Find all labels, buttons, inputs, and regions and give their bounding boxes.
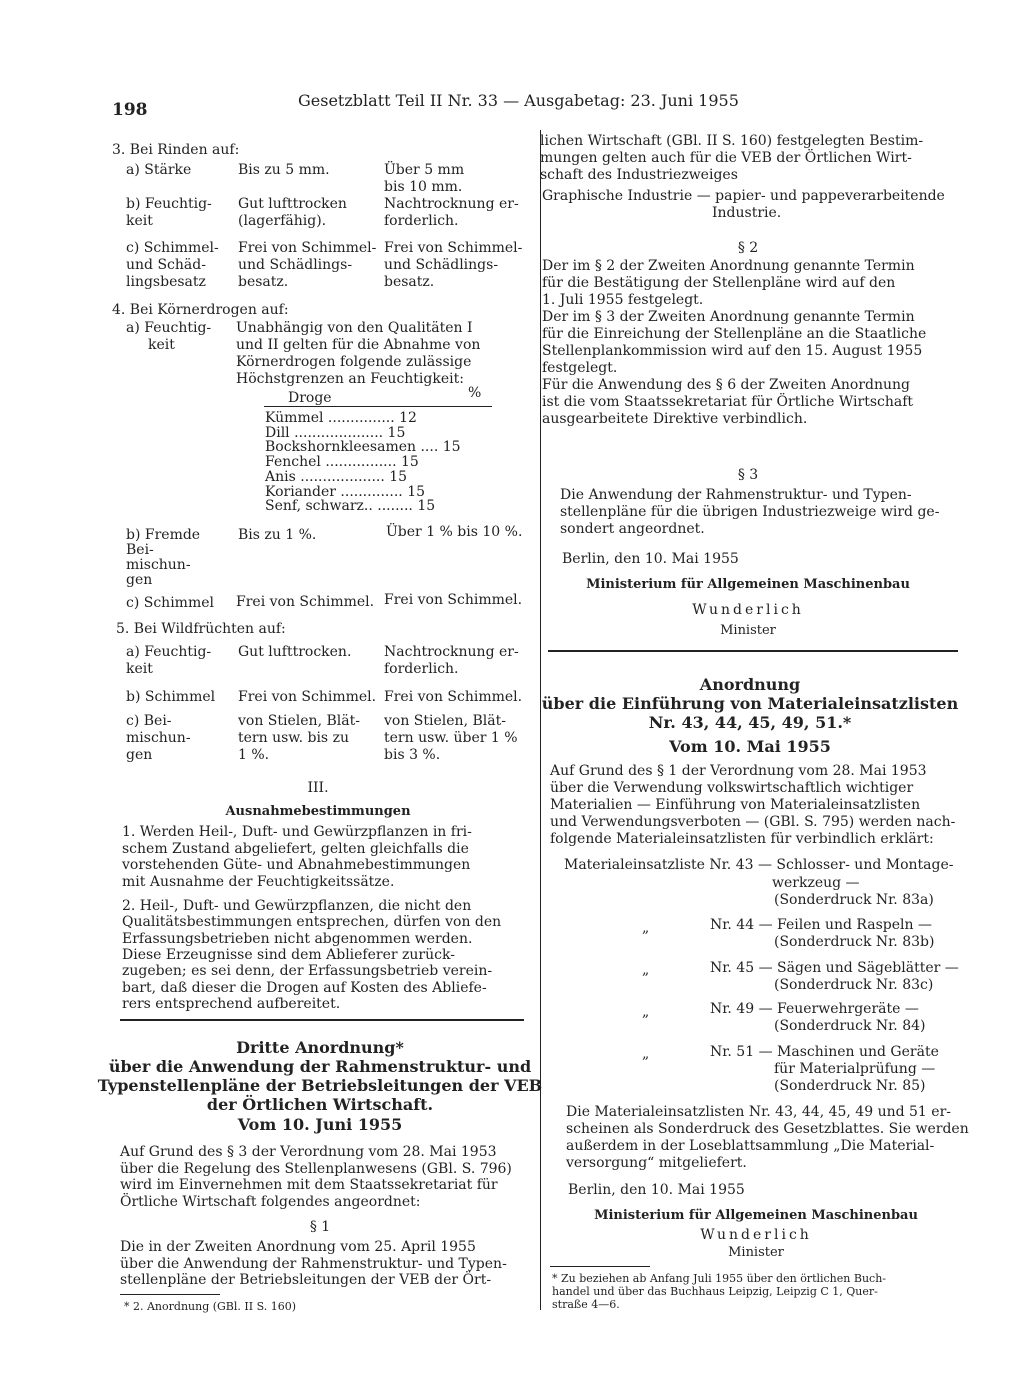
material-line: Nr. 44 — Feilen und Raspeln — — [710, 917, 932, 933]
right-s2-line: Für die Anwendung des § 6 der Zweiten Anordnung — [542, 377, 911, 393]
left-footnote: * 2. Anordnung (GBl. II S. 160) — [124, 1300, 297, 1313]
rinden-cell: a) Stärke — [126, 162, 192, 178]
schimmel-v2: Frei von Schimmel. — [384, 592, 523, 608]
wild-cell: bis 3 %. — [384, 747, 441, 763]
wild-cell: Frei von Schimmel. — [384, 689, 523, 705]
rinden-cell: lingsbesatz — [126, 274, 206, 290]
wild-cell: gen — [126, 747, 153, 763]
industrie: Industrie. — [712, 205, 782, 221]
right-date: Vom 10. Mai 1955 — [669, 737, 831, 756]
p2-line: zugeben; es sei denn, der Erfassungsbetrieb verein- — [122, 963, 493, 980]
fremde-line: mischun- — [126, 557, 191, 573]
material-line: Materialeinsatzliste Nr. 43 — Schlosser- und Montage- — [564, 857, 954, 873]
ditto-mark: „ — [642, 962, 650, 978]
left-para-1: § 1 — [309, 1219, 331, 1235]
right-top-line: mungen gelten auch für die VEB der Örtlichen Wirt- — [540, 150, 912, 166]
material-line: (Sonderdruck Nr. 83a) — [774, 892, 934, 908]
drug-row: Dill .................... 15 — [265, 424, 406, 441]
rinden-cell: Frei von Schimmel- — [238, 240, 377, 256]
ausnahme-heading: Ausnahmebestimmungen — [225, 804, 411, 819]
left-rule — [120, 1019, 524, 1021]
right-intro-line: und Verwendungsverboten — (GBl. S. 795) werden nach- — [550, 814, 956, 830]
right-s2-line: für die Bestätigung der Stellenpläne wird auf den — [542, 275, 896, 291]
wild-cell: b) Schimmel — [126, 689, 216, 705]
wild-cell: tern usw. bis zu — [238, 730, 349, 746]
wild-cell: Gut lufttrocken. — [238, 644, 352, 660]
rinden-cell: (lagerfähig). — [238, 213, 327, 229]
right-s3-line: sondert angeordnet. — [560, 521, 705, 537]
left-fn-rule — [120, 1294, 220, 1295]
schimmel-v1: Frei von Schimmel. — [236, 594, 375, 610]
right-intro-line: Materialien — Einführung von Materialeinsatzlisten — [550, 797, 921, 813]
material-line: Nr. 45 — Sägen und Sägeblätter — — [710, 960, 959, 976]
material-line: werkzeug — — [772, 875, 860, 891]
rinden-cell: und Schädlings- — [384, 257, 499, 273]
wild-cell: c) Bei- — [126, 713, 172, 729]
right-top-line: schaft des Industriezweiges — [540, 167, 738, 183]
rinden-cell: bis 10 mm. — [384, 179, 463, 195]
right-intro-line: Auf Grund des § 1 der Verordnung vom 28. Mai 1953 — [550, 763, 927, 779]
right-fn-line: straße 4—6. — [552, 1298, 620, 1311]
material-line: Nr. 51 — Maschinen und Geräte — [710, 1044, 939, 1060]
fremde-v2: Über 1 % bis 10 %. — [386, 524, 523, 540]
p2-line: rers entsprechend aufbereitet. — [122, 995, 341, 1012]
p1-line: schem Zustand abgeliefert, gelten gleichfalls die — [122, 840, 469, 857]
right-s2-line: Der im § 3 der Zweiten Anordnung genannte Termin — [542, 309, 915, 325]
material-line: für Materialprüfung — — [774, 1061, 936, 1077]
right-para-3: § 3 — [737, 467, 759, 483]
drug-row: Kümmel ............... 12 — [265, 410, 417, 426]
koerner-line: Höchstgrenzen an Feuchtigkeit: — [236, 371, 464, 387]
rinden-cell: Bis zu 5 mm. — [238, 162, 330, 178]
fremde-v1: Bis zu 1 %. — [238, 527, 317, 543]
koerner-line: Unabhängig von den Qualitäten I — [236, 320, 473, 336]
right-name: Wunderlich — [692, 602, 804, 618]
right-role: Minister — [720, 623, 776, 638]
right-s2-line: Der im § 2 der Zweiten Anordnung genannte Termin — [542, 258, 915, 274]
right-role-2: Minister — [728, 1245, 784, 1260]
left-s1-line: über die Anwendung der Rahmenstruktur- und Typen- — [120, 1255, 507, 1272]
ditto-mark: „ — [642, 1004, 650, 1020]
p1-line: 1. Werden Heil-, Duft- und Gewürzpflanzen in fri- — [122, 824, 472, 840]
p2-line: Diese Erzeugnisse sind dem Ablieferer zurück- — [122, 946, 455, 963]
right-intro-line: folgende Materialeinsatzlisten für verbindlich erklärt: — [550, 831, 934, 847]
rinden-cell: besatz. — [238, 274, 289, 290]
ditto-mark: „ — [642, 1046, 650, 1062]
rinden-cell: Nachtrocknung er- — [384, 196, 519, 212]
rinden-cell: besatz. — [384, 274, 435, 290]
material-line: (Sonderdruck Nr. 84) — [774, 1018, 926, 1034]
wild-cell: keit — [126, 661, 153, 677]
right-para-2: § 2 — [737, 240, 759, 256]
column-divider — [540, 130, 541, 1310]
left-title-line: der Örtlichen Wirtschaft. — [206, 1095, 434, 1114]
drug-rule — [264, 406, 492, 407]
right-fn-line: handel und über das Buchhaus Leipzig, Leipzig C 1, Quer- — [552, 1285, 878, 1298]
left-intro-line: Auf Grund des § 3 der Verordnung vom 28. Mai 1953 — [120, 1144, 497, 1160]
ditto-mark: „ — [642, 920, 650, 936]
right-s2-line: für die Einreichung der Stellenpläne an die Staatliche — [542, 326, 927, 342]
rinden-cell: und Schäd- — [126, 257, 206, 273]
wild-cell: tern usw. über 1 % — [384, 730, 518, 746]
rinden-cell: c) Schimmel- — [126, 240, 219, 256]
right-org: Ministerium für Allgemeinen Maschinenbau — [586, 577, 910, 592]
right-fn-rule — [550, 1266, 650, 1267]
rinden-cell: b) Feuchtig- — [126, 196, 212, 212]
page-number: 198 — [112, 100, 148, 120]
page-header: Gesetzblatt Teil II Nr. 33 — Ausgabetag: 23. Juni 1955 — [298, 91, 739, 110]
right-end-line: außerdem in der Loseblattsammlung „Die Material- — [566, 1138, 935, 1154]
p2-line: Qualitätsbestimmungen entsprechen, dürfen von den — [122, 914, 502, 931]
left-intro-line: wird im Einvernehmen mit dem Staatssekretariat für — [120, 1177, 498, 1193]
drug-row: Fenchel ................ 15 — [265, 454, 419, 471]
right-end-line: Die Materialeinsatzlisten Nr. 43, 44, 45, 49 und 51 er- — [566, 1104, 951, 1120]
fremde-line: b) Fremde — [126, 527, 201, 543]
graphische: Graphische Industrie — papier- und pappeverarbeitende — [542, 188, 945, 204]
fremde-line: Bei- — [126, 542, 154, 558]
right-s2-line: 1. Juli 1955 festgelegt. — [542, 292, 704, 308]
right-top-line: lichen Wirtschaft (GBl. II S. 160) festgelegten Bestim- — [540, 133, 924, 149]
p2-line: Erfassungsbetrieben nicht abgenommen werden. — [122, 930, 473, 947]
wild-cell: mischun- — [126, 730, 191, 746]
left-s1-line: Die in der Zweiten Anordnung vom 25. April 1955 — [120, 1239, 476, 1255]
left-date: Vom 10. Juni 1955 — [237, 1115, 403, 1134]
p1-line: vorstehenden Güte- und Abnahmebestimmungen — [122, 857, 471, 874]
left-title-line: Dritte Anordnung* — [236, 1038, 404, 1057]
p2-line: bart, daß dieser die Drogen auf Kosten des Abliefe- — [122, 979, 487, 996]
wild-cell: a) Feuchtig- — [126, 644, 212, 660]
right-fn-line: * Zu beziehen ab Anfang Juli 1955 über den örtlichen Buch- — [552, 1272, 886, 1285]
wild-cell: von Stielen, Blät- — [384, 713, 506, 729]
right-s2-line: festgelegt. — [542, 360, 618, 376]
rinden-cell: keit — [126, 213, 153, 229]
right-s3-line: stellenpläne für die übrigen Industriezweige wird ge- — [560, 504, 940, 520]
rinden-cell: Über 5 mm — [384, 162, 465, 178]
material-line: (Sonderdruck Nr. 85) — [774, 1078, 926, 1094]
schimmel-label: c) Schimmel — [126, 595, 214, 611]
right-title-line: Anordnung — [699, 675, 801, 694]
rinden-cell: Gut lufttrocken — [238, 196, 347, 212]
drug-row: Anis ................... 15 — [265, 468, 408, 485]
drug-header: Droge — [288, 390, 332, 406]
section-4: 4. Bei Körnerdrogen auf: — [112, 302, 289, 318]
right-s3-line: Die Anwendung der Rahmenstruktur- und Typen- — [560, 487, 912, 503]
right-intro-line: über die Verwendung volkswirtschaftlich wichtiger — [550, 780, 914, 796]
right-org-2: Ministerium für Allgemeinen Maschinenbau — [594, 1208, 918, 1223]
k-label-2: keit — [148, 337, 175, 353]
section-3: 3. Bei Rinden auf: — [112, 142, 240, 158]
right-city: Berlin, den 10. Mai 1955 — [562, 551, 739, 567]
wild-cell: forderlich. — [384, 661, 459, 677]
k-label-1: a) Feuchtig- — [126, 320, 212, 336]
drug-row: Senf, schwarz.. ........ 15 — [265, 498, 436, 515]
rinden-cell: forderlich. — [384, 213, 459, 229]
right-title-line: Nr. 43, 44, 45, 49, 51.* — [648, 713, 852, 732]
wild-cell: von Stielen, Blät- — [238, 713, 360, 729]
right-s2-line: Stellenplankommission wird auf den 15. August 1955 — [542, 343, 923, 359]
roman-iii: III. — [307, 780, 329, 796]
right-s2-line: ist die vom Staatssekretariat für Örtliche Wirtschaft — [542, 394, 914, 410]
right-s2-line: ausgearbeitete Direktive verbindlich. — [542, 411, 808, 427]
p2-line: 2. Heil-, Duft- und Gewürzpflanzen, die nicht den — [122, 898, 472, 914]
rinden-cell: Frei von Schimmel- — [384, 240, 523, 256]
p1-line: mit Ausnahme der Feuchtigkeitssätze. — [122, 873, 395, 890]
material-line: (Sonderdruck Nr. 83b) — [774, 934, 935, 950]
left-intro-line: über die Regelung des Stellenplanwesens (GBl. S. 796) — [120, 1160, 512, 1177]
rinden-cell: und Schädlings- — [238, 257, 353, 273]
right-end-line: versorgung“ mitgeliefert. — [566, 1155, 747, 1171]
koerner-line: Körnerdrogen folgende zulässige — [236, 354, 472, 370]
left-title-line: Typenstellenpläne der Betriebsleitungen der VEB — [97, 1076, 543, 1095]
drug-row: Koriander .............. 15 — [265, 483, 426, 500]
wild-cell: Nachtrocknung er- — [384, 644, 519, 660]
left-title-line: über die Anwendung der Rahmenstruktur- und — [108, 1057, 532, 1076]
right-rule — [548, 650, 958, 652]
right-city-2: Berlin, den 10. Mai 1955 — [568, 1182, 745, 1198]
drug-row: Bockshornkleesamen .... 15 — [265, 439, 461, 456]
material-line: Nr. 49 — Feuerwehrgeräte — — [710, 1001, 919, 1017]
right-end-line: scheinen als Sonderdruck des Gesetzblattes. Sie werden — [566, 1121, 969, 1137]
section-5: 5. Bei Wildfrüchten auf: — [116, 621, 286, 637]
wild-cell: 1 %. — [238, 747, 270, 763]
right-title-line: über die Einführung von Materialeinsatzlisten — [541, 694, 959, 713]
right-name-2: Wunderlich — [700, 1227, 812, 1243]
left-intro-line: Örtliche Wirtschaft folgendes angeordnet: — [120, 1193, 421, 1210]
fremde-line: gen — [126, 572, 153, 588]
koerner-line: und II gelten für die Abnahme von — [236, 337, 481, 353]
wild-cell: Frei von Schimmel. — [238, 689, 377, 705]
material-line: (Sonderdruck Nr. 83c) — [774, 977, 934, 993]
percent-header: % — [468, 385, 482, 401]
left-s1-line: stellenpläne der Betriebsleitungen der VEB der Ört- — [120, 1272, 492, 1288]
